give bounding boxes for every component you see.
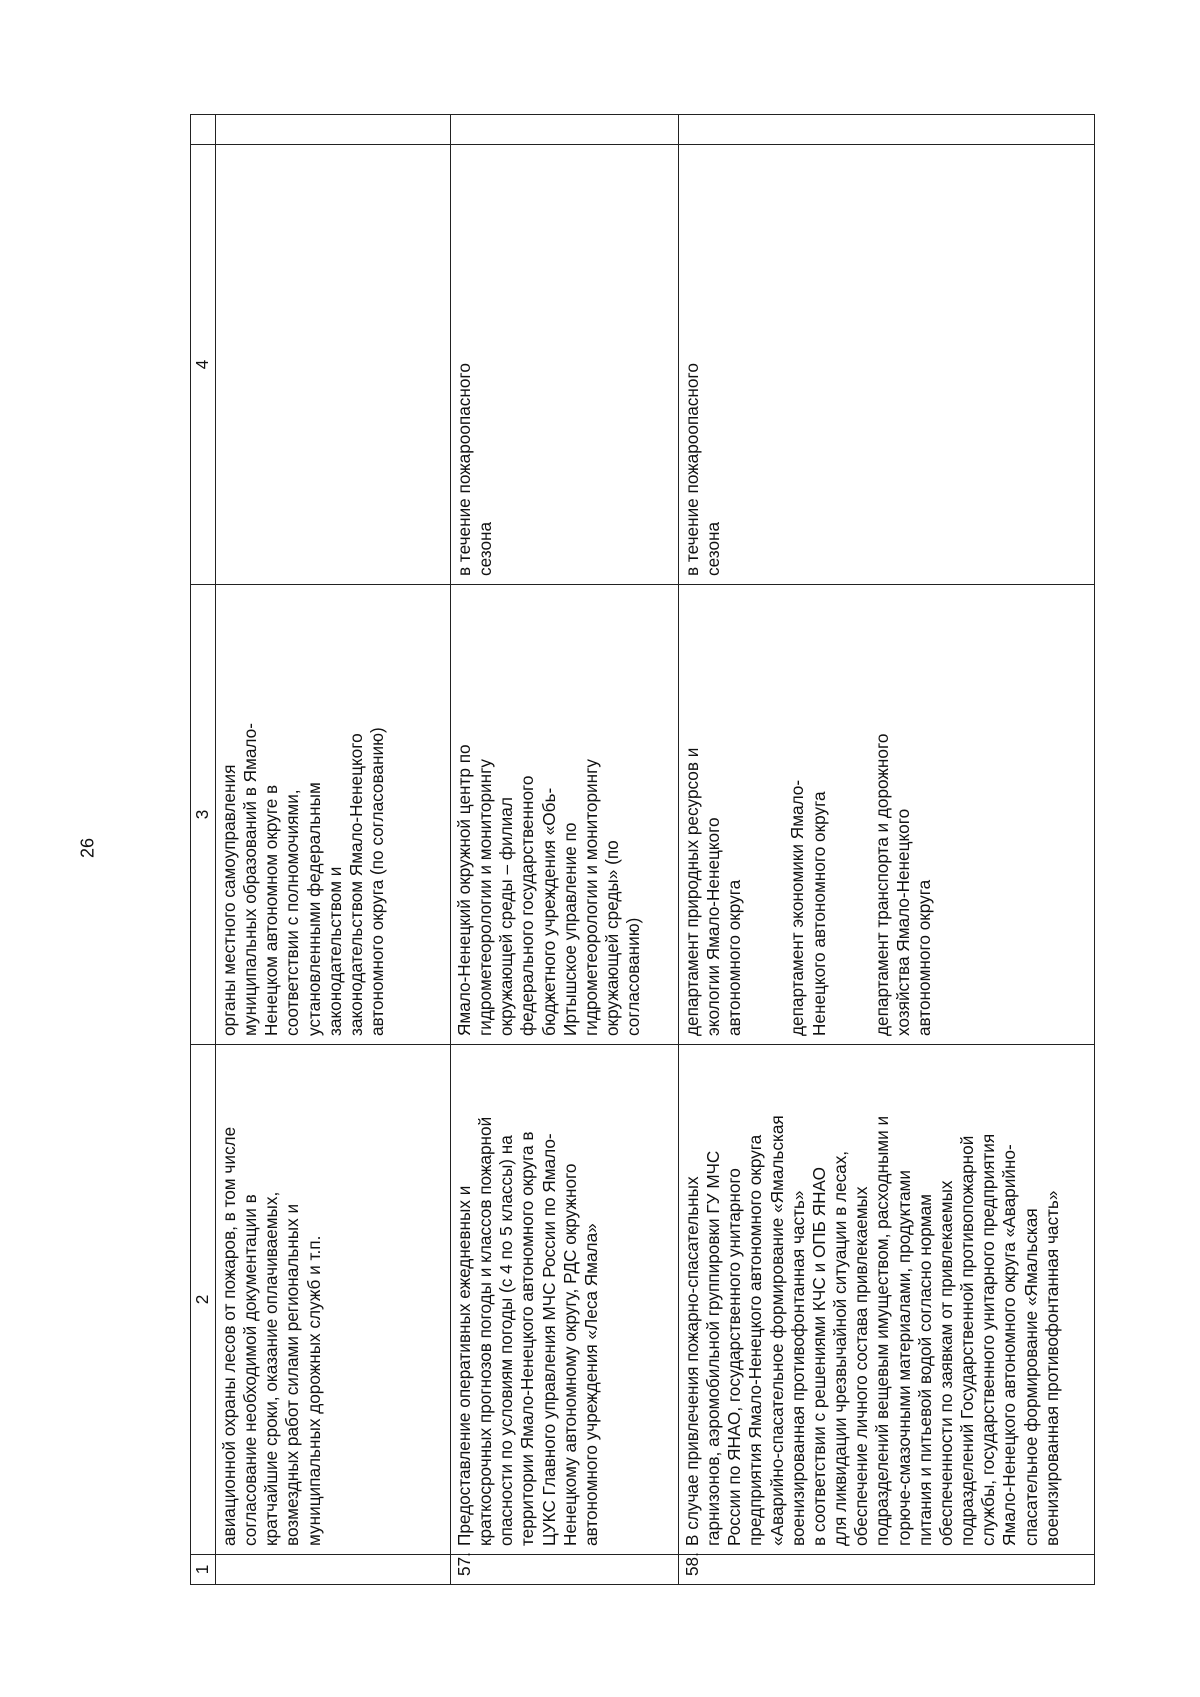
text-line: законодательством Ямало-Ненецкого [345,733,366,1036]
text-line: службы, государственного унитарного предприятия [978,1133,999,1546]
text-line: обеспечение личного состава привлекаемых [851,1186,872,1546]
header-col-2: 2 [191,1045,216,1555]
extra-cell [679,115,1095,145]
text-line: спасательное формирование «Ямальская [1020,1208,1041,1546]
text-line: авиационной охраны лесов от пожаров, в том числе [219,1126,239,1546]
text-line: законодательством и [324,866,345,1036]
text-line: соответствии с полномочиями, [282,789,303,1036]
text-line: гарнизонов, аэромобильной группировки ГУ МЧС [703,1150,724,1546]
row-number-cell: 58. [679,1555,1095,1585]
text-line: Ненецком автономном округе в [261,784,282,1036]
text-line: возмездных работ силами региональных и [282,1203,303,1546]
spacer [745,593,766,1036]
term-cell [451,145,679,585]
text-line: опасности по условиям погоды (с 4 по 5 классы) на [496,1135,517,1546]
header-col-4: 4 [191,145,216,585]
page-number: 26 [77,837,98,859]
text-line: муниципальных дорожных служб и т.п. [303,1235,324,1546]
text-line: подразделений вещевым имуществом, расходными и [872,1115,893,1546]
text-line: питания и питьевой водой согласно нормам [914,1194,935,1546]
text-line: экологии Ямало-Ненецкого [703,817,724,1036]
spacer [851,593,872,1036]
text-line: России по ЯНАО, государственного унитарного [724,1168,745,1546]
text-line: органы местного самоуправления [219,764,239,1036]
text-line: гидрометеорологии и мониторингу [580,759,601,1036]
text-line: муниципальных образований в Ямало- [240,723,261,1036]
header-col-1: 1 [191,1555,216,1585]
row-number-cell [216,1555,451,1585]
text-line: установленными федеральным [303,782,324,1036]
text-line: департамент природных ресурсов и [682,747,702,1036]
text-line: в течение пожароопасного [454,363,474,576]
text-line: согласование необходимой документации в [240,1194,261,1546]
text-line: в течение пожароопасного [682,363,702,576]
header-col-extra [191,115,216,145]
text-line: сезона [475,521,496,576]
table-header-row [191,115,216,1585]
text-line: в соответствии с решениями КЧС и ОПБ ЯНАО [808,1167,829,1546]
executor-cell [679,585,1095,1045]
text-line: Предоставление оперативных ежедневных и [454,1185,474,1546]
text-line: ЦУКС Главного управления МЧС России по Ямало- [538,1133,559,1546]
text-line: департамент экономики Ямало- [787,779,808,1036]
text-line: автономного округа (по согласованию) [367,727,388,1036]
text-line: краткосрочных прогнозов погоды и классов пожарной [475,1116,496,1546]
rotated-table-frame [190,115,1095,1585]
measures-table [190,114,1095,1585]
spacer [830,593,851,1036]
text-line: В случае привлечения пожарно-спасательных [682,1176,702,1546]
extra-cell [451,115,679,145]
text-line: автономного учреждения «Леса Ямала» [580,1223,601,1546]
text-line: обеспеченности по заявкам от привлекаемых [935,1180,956,1546]
text-line: автономного округа [724,879,745,1036]
extra-cell [216,115,451,145]
text-line: бюджетного учреждения «Обь- [538,787,559,1036]
table-row [679,115,1095,1585]
text-line: для ликвидации чрезвычайной ситуации в лесах, [830,1150,851,1546]
row-number-cell: 57. [451,1555,679,1585]
text-line: военизированная противофонтанная часть» [1041,1190,1062,1546]
text-line: предприятия Ямало-Ненецкого автономного округа [745,1134,766,1546]
table-row [216,115,451,1585]
text-line: Ямало-Ненецкий окружной центр по [454,744,474,1036]
text-line: Иртышское управление по [559,822,580,1036]
term-cell [679,145,1095,585]
activity-cell [679,1045,1095,1555]
text-line: территории Ямало-Ненецкого автономного округа в [517,1131,538,1546]
header-col-3: 3 [191,585,216,1045]
text-line: согласованию) [623,917,644,1036]
activity-cell [451,1045,679,1555]
text-line: военизированная противофонтанная часть» [787,1190,808,1546]
text-line: сезона [703,521,724,576]
text-line: департамент транспорта и дорожного [871,733,892,1036]
text-line: подразделений Государственной противопожарной [957,1135,978,1546]
text-line: хозяйства Ямало-Ненецкого [892,808,913,1036]
term-cell [216,145,451,585]
text-line: автономного округа [914,879,935,1036]
text-line: Ненецкому автономному округу, РДС окружного [559,1163,580,1546]
text-line: окружающей среды» (по [602,840,623,1036]
executor-cell [451,585,679,1045]
executor-cell [216,585,451,1045]
text-line: Ямало-Ненецкого автономного округа «Аварийно- [999,1144,1020,1546]
text-line: кратчайшие сроки, оказание оплачиваемых, [261,1191,282,1546]
text-line: Ненецкого автономного округа [808,791,829,1036]
activity-cell [216,1045,451,1555]
text-line: федерального государственного [517,775,538,1036]
table-row [451,115,679,1585]
text-line: горюче-смазочными материалами, продуктами [893,1170,914,1546]
spacer [766,593,787,1036]
text-line: гидрометеорологии и мониторингу [475,759,496,1036]
text-line: «Аварийно-спасательное формирование «Ямальская [766,1115,787,1546]
text-line: окружающей среды – филиал [496,797,517,1036]
